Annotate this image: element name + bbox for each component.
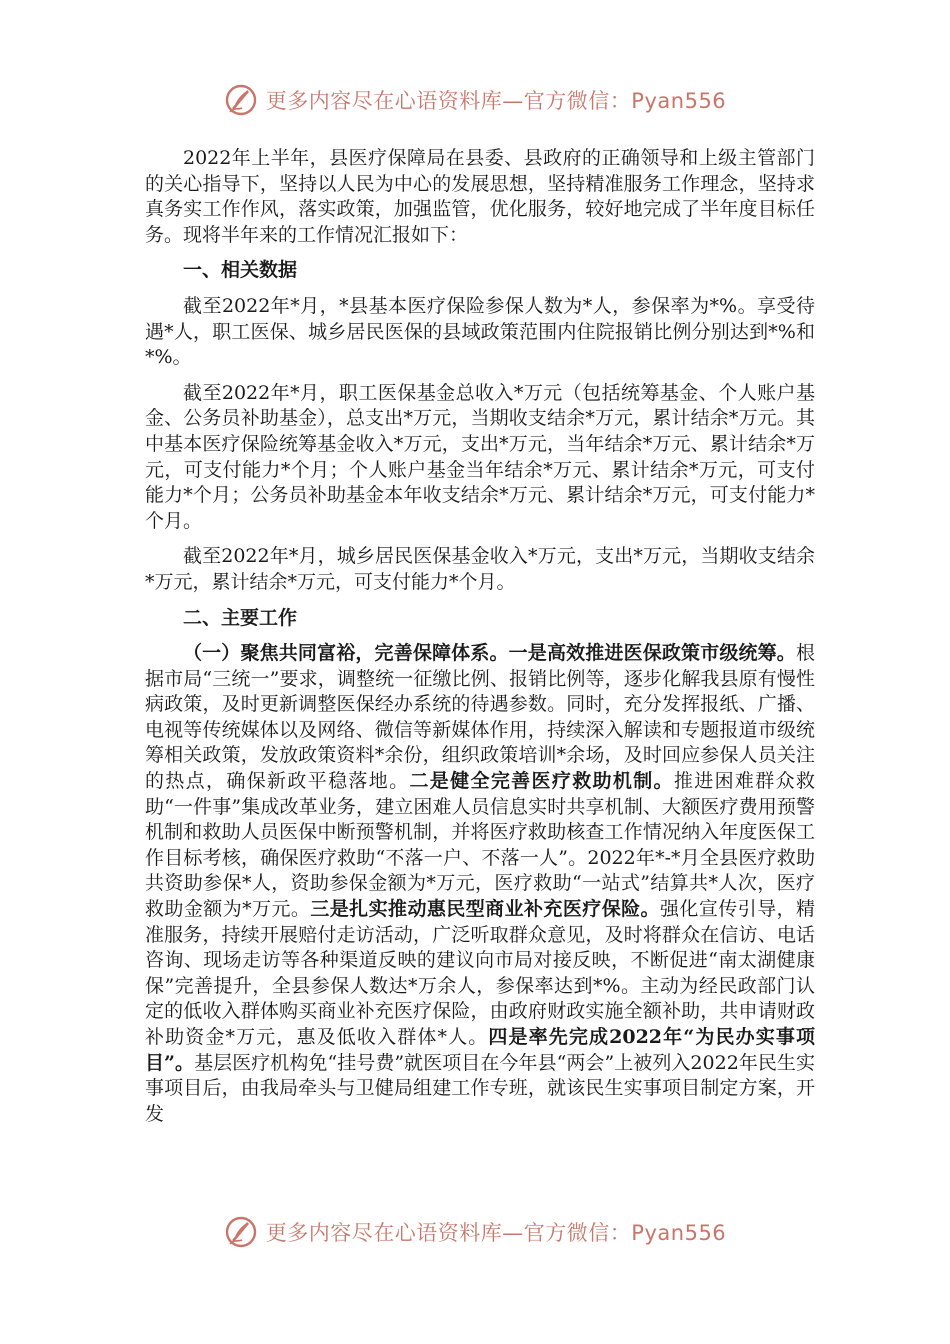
point-2-title: 二是健全完善医疗救助机制。 <box>409 770 674 793</box>
intro-paragraph: 2022年上半年，县医疗保障局在县委、县政府的正确领导和上级主管部门的关心指导下，坚持以人民为中心的发展思想，坚持精准服务工作理念，坚持求真务实工作作风，落实政策，加强监管，优化服务，较好地完成了半年度目标任务。现将半年来的工作情况汇报如下： <box>145 147 815 246</box>
watermark-banner-top <box>0 80 950 120</box>
section-heading-data: 一、相关数据 <box>183 259 298 282</box>
paragraph-insured: 截至2022年*月，*县基本医疗保险参保人数为*人，参保率为*%。享受待遇*人，职工医保、城乡居民医保的县域政策范围内住院报销比例分别达到*%和*%。 <box>145 294 815 369</box>
watermark-text: 更多内容尽在心语资料库—官方微信：Pyan556 <box>265 1221 727 1245</box>
point-1-text: 根据市局“三统一”要求，调整统一征缴比例、报销比例等，逐步化解我县原有慢性病政策，及时更新调整医保经办系统的待遇参数。同时，充分发挥报纸、广播、电视等传统媒体以及网络、微信等新媒体作用，持续深入解读和专题报道市级统筹相关政策，发放政策资料*余份，组织政策培训*余场，及时回应参保人员关注的热点，确保新政平稳落地。 <box>145 642 815 793</box>
document-body <box>145 146 815 1127</box>
point-3-text: 强化宣传引导，精准服务，持续开展赔付走访活动，广泛听取群众意见，及时将群众在信访、电话咨询、现场走访等各种渠道反映的建议向市局对接反映，不断促进“南太湖健康保”完善提升，全县参保人数达*万余人，参保率达到*%。主动为经民政部门认定的低收入群体购买商业补充医疗保险，由政府财政实施全额补助，共申请财政补助资金*万元，惠及低收入群体*人。 <box>145 898 815 1048</box>
paragraph-employee-fund: 截至2022年*月，职工医保基金总收入*万元（包括统筹基金、个人账户基金、公务员补助基金），总支出*万元，当期收支结余*万元，累计结余*万元。其中基本医疗保险统筹基金收入*万元，支出*万元，当年结余*万元、累计结余*万元，可支付能力*个月；个人账户基金当年结余*万元、累计结余*万元，可支付能力*个月；公务员补助基金本年收支结余*万元、累计结余*万元，可支付能力*个月。 <box>145 381 815 532</box>
watermark-banner-bottom <box>0 1212 950 1252</box>
paragraph-main-work <box>145 641 815 1127</box>
subsection-title: （一）聚焦共同富裕，完善保障体系。 <box>183 642 509 665</box>
point-2-text: 推进困难群众救助“一件事”集成改革业务，建立困难人员信息实时共享机制、大额医疗费用预警机制和救助人员医保中断预警机制，并将医疗救助核查工作情况纳入年度医保工作目标考核，确保医疗救助“不落一户、不落一人”。2022年*-*月全县医疗救助共资助参保*人，资助参保金额为*万元，医疗救助“一站式”结算共*人次，医疗救助金额为*万元。 <box>145 770 815 921</box>
section-heading-work: 二、主要工作 <box>183 606 298 629</box>
point-1-title: 一是高效推进医保政策市级统筹。 <box>508 642 796 665</box>
point-4-text: 基层医疗机构免“挂号费”就医项目在今年县“两会”上被列入2022年民生实事项目后，由我局牵头与卫健局组建工作专班，就该民生实事项目制定方案，开发 <box>145 1051 815 1125</box>
point-4-title: 四是率先完成2022年“为民办实事项目”。 <box>145 1026 815 1074</box>
quill-logo-icon <box>224 1215 258 1249</box>
watermark-text: 更多内容尽在心语资料库—官方微信：Pyan556 <box>265 89 727 113</box>
paragraph-resident-fund: 截至2022年*月，城乡居民医保基金收入*万元，支出*万元，当期收支结余*万元，累计结余*万元，可支付能力*个月。 <box>145 545 815 593</box>
quill-logo-icon <box>224 83 258 117</box>
point-3-title: 三是扎实推动惠民型商业补充医疗保险。 <box>310 898 660 921</box>
